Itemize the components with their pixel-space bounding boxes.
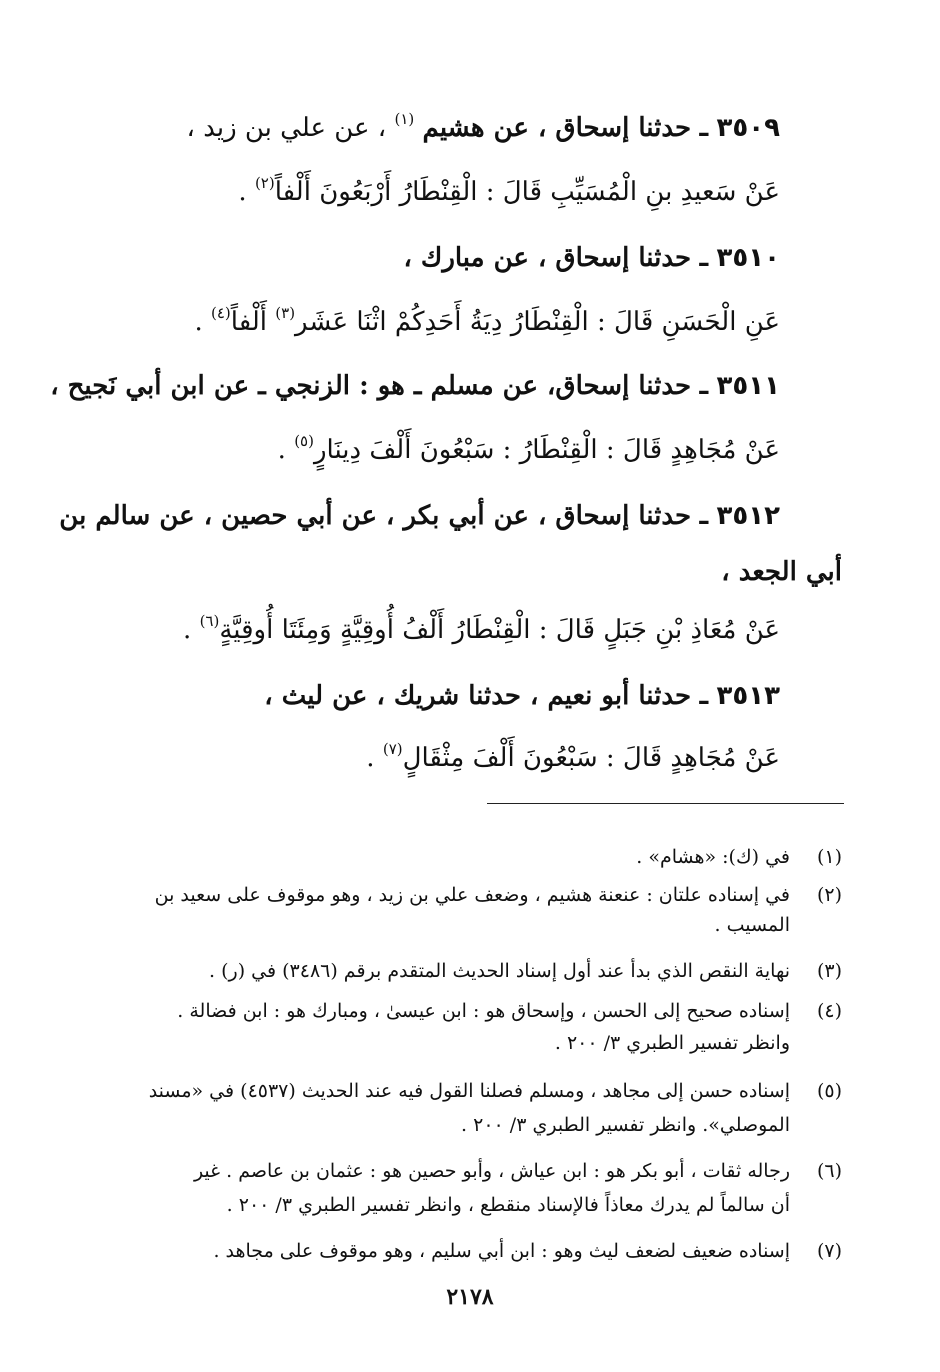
matn-text: عَنْ مُعَاذِ بْنِ جَبَلٍ قَالَ : الْقِنْطَارُ أَلْفُ أُوقِيَّةٍ وَمِئَتَا أُوقِيَّةٍ: [219, 615, 780, 645]
footnote-1: [0, 842, 940, 872]
footnote-number: (٦): [816, 1160, 842, 1182]
hadith-3513-chain: [264, 676, 780, 716]
matn-end: .: [194, 307, 203, 337]
dash: ـ: [699, 243, 709, 273]
chain-text: حدثنا إسحاق ، عن أبي بكر ، عن أبي حصين ، عن سالم بن: [59, 501, 692, 531]
dash: ـ: [699, 501, 709, 531]
footnote-text-cont: المسيب .: [714, 914, 790, 936]
footnote-ref: (٧): [382, 740, 403, 758]
chain-text: حدثنا إسحاق ، عن هشيم: [422, 113, 692, 143]
footnote-number: (٥): [816, 1080, 842, 1102]
matn-end: .: [277, 435, 286, 465]
footnote-ref: (٦): [199, 612, 220, 630]
footnote-number: (٤): [816, 1000, 842, 1022]
footnote-text: إسناده صحيح إلى الحسن ، وإسحاق هو : ابن عيسىٰ ، ومبارك هو : ابن فضالة .: [177, 1000, 790, 1022]
chain-text: حدثنا أبو نعيم ، حدثنا شريك ، عن ليث ،: [264, 681, 692, 711]
hadith-3510-matn: [194, 302, 780, 345]
hadith-number: ٣٥١٣: [716, 681, 780, 711]
footnote-text-cont: الموصلي». وانظر تفسير الطبري ٣/ ٢٠٠ .: [461, 1114, 790, 1136]
footnote-text-cont: أن سالماً لم يدرك معاذاً فالإسناد منقطع ، وانظر تفسير الطبري ٣/ ٢٠٠ .: [226, 1194, 790, 1216]
hadith-3512-matn: [183, 610, 780, 653]
footnote-6: [0, 1156, 940, 1216]
footnote-ref: (٤): [210, 304, 231, 322]
hadith-number: ٣٥١٢: [716, 501, 780, 531]
page-number: ٢١٧٨: [446, 1284, 494, 1310]
footnote-ref: (٣): [275, 304, 296, 322]
chain-text: حدثنا إسحاق، عن مسلم ـ هو : الزنجي ـ عن ابن أبي نَجيح ،: [50, 371, 692, 401]
dash: ـ: [699, 113, 709, 143]
chain-text: ، عن علي بن زيد ،: [186, 113, 387, 143]
hadith-number: ٣٥١١: [716, 371, 780, 401]
footnote-ref: (٢): [254, 174, 275, 192]
footnote-4: [0, 996, 940, 1056]
footnote-3: [0, 956, 940, 986]
matn-end: .: [183, 615, 192, 645]
footnote-text: رجاله ثقات ، أبو بكر هو : ابن عياش ، وأبو حصين هو : عثمان بن عاصم . غير: [193, 1160, 790, 1182]
footnote-separator: [487, 803, 844, 804]
matn-text: عَنْ مُجَاهِدٍ قَالَ : الْقِنْطَارُ : سَبْعُونَ أَلْفَ دِينَارٍ: [313, 435, 780, 465]
matn-text: عَنْ سَعيدِ بنِ الْمُسَيِّبِ قَالَ : الْقِنْطَارُ أَرْبَعُونَ أَلْفاً: [274, 177, 780, 207]
hadith-number: ٣٥٠٩: [716, 113, 780, 143]
footnote-7: [0, 1236, 940, 1266]
footnote-text-cont: وانظر تفسير الطبري ٣/ ٢٠٠ .: [554, 1032, 790, 1054]
footnote-number: (٧): [816, 1240, 842, 1262]
hadith-3512-chain: [59, 496, 780, 536]
footnote-number: (٢): [816, 884, 842, 906]
footnote-text: في (ك): «هشام» .: [636, 846, 790, 868]
footnote-number: (١): [816, 846, 842, 868]
footnote-text: في إسناده علتان : عنعنة هشيم ، وضعف علي بن زيد ، وهو موقوف على سعيد بن: [154, 884, 790, 906]
footnote-text: إسناده حسن إلى مجاهد ، ومسلم فصلنا القول فيه عند الحديث (٤٥٣٧) في «مسند: [148, 1080, 790, 1102]
matn-text: عَنِ الْحَسَنِ قَالَ : الْقِنْطَارُ دِيَةُ أَحَدِكُمْ اثْنَا عَشَر: [295, 307, 780, 337]
matn-text: أَلْفاً: [230, 307, 267, 337]
footnote-text: إسناده ضعيف لضعف ليث وهو : ابن أبي سليم ، وهو موقوف على مجاهد .: [213, 1240, 790, 1262]
hadith-3511-matn: [278, 430, 780, 473]
matn-end: .: [238, 177, 247, 207]
dash: ـ: [699, 371, 709, 401]
chain-text: حدثنا إسحاق ، عن مبارك ،: [403, 243, 692, 273]
footnote-ref: (٥): [294, 432, 314, 450]
hadith-3511-chain: [50, 366, 780, 406]
hadith-number: ٣٥١٠: [716, 243, 780, 273]
dash: ـ: [699, 681, 709, 711]
footnote-5: [0, 1076, 940, 1136]
hadith-3509-matn: [238, 172, 780, 215]
chain-text: أبي الجعد ،: [721, 557, 842, 587]
hadith-3512-chain-cont: [721, 552, 842, 592]
matn-text: عَنْ مُجَاهِدٍ قَالَ : سَبْعُونَ أَلْفَ مِثْقَالٍ: [402, 743, 780, 773]
hadith-3510-chain: [403, 238, 780, 278]
hadith-3509-chain: [187, 108, 780, 151]
footnote-ref: (١): [394, 110, 415, 128]
footnote-2: [0, 880, 940, 940]
hadith-3513-matn: [366, 738, 780, 781]
footnote-text: نهاية النقص الذي بدأ عند أول إسناد الحديث المتقدم برقم (٣٤٨٦) في (ر) .: [209, 960, 790, 982]
matn-end: .: [366, 743, 375, 773]
footnote-number: (٣): [816, 960, 842, 982]
